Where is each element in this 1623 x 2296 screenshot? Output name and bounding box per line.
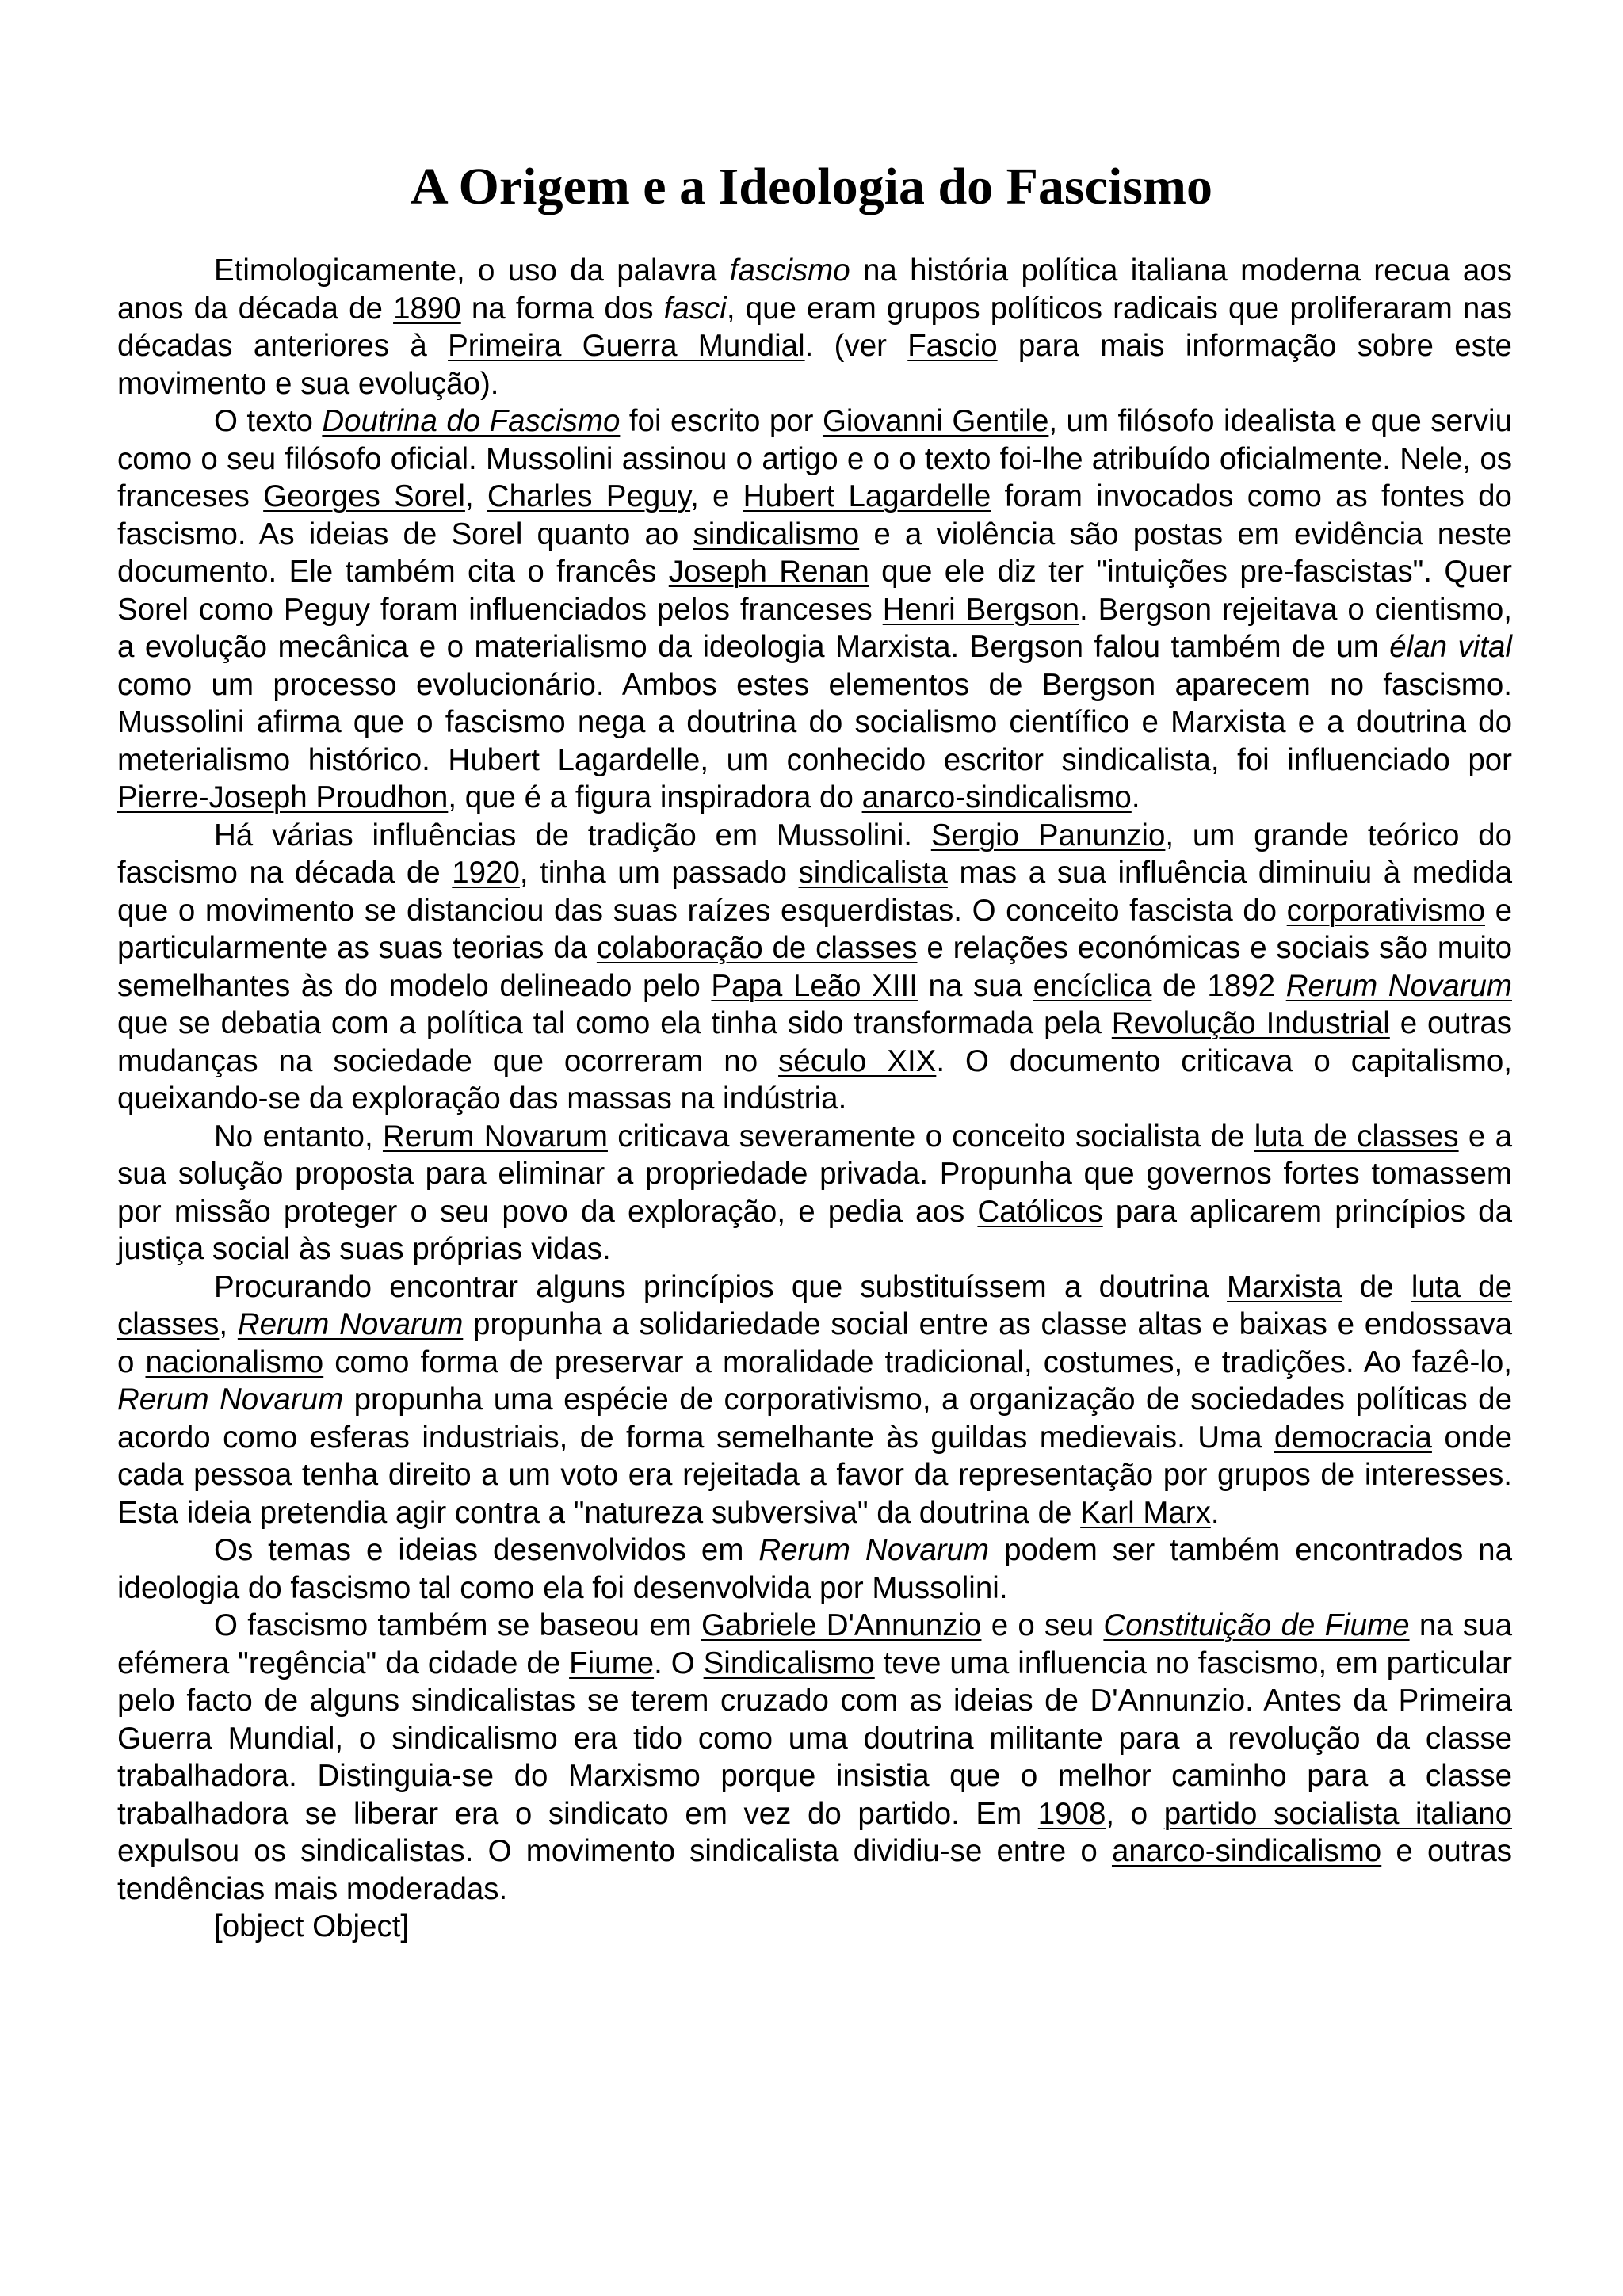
text: expulsou os sindicalistas. O movimento sindicalista dividiu-se entre o xyxy=(117,1834,1112,1868)
link-pierre-joseph-proudhon[interactable]: Pierre-Joseph Proudhon xyxy=(117,780,449,814)
text: e a violência são postas em evidência neste documento. Ele também cita o francês xyxy=(117,517,1512,589)
link-papa-leao-xiii[interactable]: Papa Leão XIII xyxy=(711,968,918,1003)
text: . (ver xyxy=(804,329,908,363)
link-colaboracao-de-classes[interactable]: colaboração de classes xyxy=(596,931,918,965)
text: de xyxy=(1342,1269,1411,1304)
paragraph-7 xyxy=(117,1607,1512,1908)
link-revolucao-industrial[interactable]: Revolução Industrial xyxy=(1111,1006,1390,1040)
text: e outras mudanças na sociedade que ocorreram no xyxy=(117,1006,1512,1078)
text: e a sua solução proposta para eliminar a propriedade privada. Propunha que governos fortes tomassem por missão proteger o seu povo da exploração, e pedia aos xyxy=(117,1119,1513,1229)
text: na forma dos xyxy=(460,291,664,326)
text: como um processo evolucionário. Ambos estes elementos de Bergson aparecem no fascismo. Mussolini afirma que o fascismo nega a doutrina do socialismo científico e Marxista e a doutrina do meterialismo histórico. Hubert Lagardelle, um conhecido escritor sindicalista, foi influenciado por xyxy=(117,667,1512,777)
link-partido-socialista-italiano[interactable]: partido socialista italiano xyxy=(1163,1796,1512,1831)
text: podem ser também encontrados na ideologia do fascismo tal como ela foi desenvolvida por Mussolini. xyxy=(117,1533,1512,1605)
link-gabriele-dannunzio[interactable]: Gabriele D'Annunzio xyxy=(701,1608,982,1642)
text: , um grande teórico do fascismo na década de xyxy=(117,818,1512,890)
link-sindicalismo[interactable]: Sindicalismo xyxy=(703,1646,875,1680)
text: , xyxy=(464,479,487,513)
text: que se debatia com a política tal como ela tinha sido transformada pela xyxy=(117,1006,1112,1040)
paragraph-2 xyxy=(117,402,1512,817)
link-fiume[interactable]: Fiume xyxy=(569,1646,655,1680)
link-charles-peguy[interactable]: Charles Peguy xyxy=(487,479,691,513)
link-rerum-novarum[interactable]: Rerum Novarum xyxy=(382,1119,608,1154)
link-luta-de-classes[interactable]: luta de classes xyxy=(1254,1119,1459,1154)
page-title: A Origem e a Ideologia do Fascismo xyxy=(411,158,1212,215)
paragraph-3 xyxy=(117,817,1512,1118)
italic-term: fascismo xyxy=(729,254,850,288)
text: na sua xyxy=(917,968,1033,1003)
text: Procurando encontrar alguns princípios que substituíssem a doutrina xyxy=(214,1269,1228,1304)
article-body xyxy=(117,252,1512,1946)
text: e particularmente as suas teorias da xyxy=(117,893,1512,965)
text: propunha a solidariedade social entre as classe altas e baixas e endossava o xyxy=(117,1307,1512,1379)
paragraph-1 xyxy=(117,252,1512,402)
text: teve uma influencia no fascismo, em particular pelo facto de alguns sindicalistas se terem cruzado com as ideias de D'Annunzio. Antes da Primeira Guerra Mundial, o sindicalismo era tido como uma doutrina militante para a revolução da classe trabalhadora. Distinguia-se do Marxismo porque insistia que o melhor caminho para a classe trabalhadora se liberar era o sindicato em vez do partido. Em xyxy=(117,1646,1512,1831)
link-karl-marx[interactable]: Karl Marx xyxy=(1080,1495,1211,1530)
text: Etimologicamente, o uso da palavra xyxy=(214,254,730,288)
italic-term: Rerum Novarum xyxy=(758,1533,990,1567)
text: na história política italiana moderna recua aos anos da década de xyxy=(117,254,1512,326)
link-sergio-panunzio[interactable]: Sergio Panunzio xyxy=(930,818,1166,852)
link-corporativismo[interactable]: corporativismo xyxy=(1286,893,1485,928)
text: e relações económicas e sociais são muito semelhantes às do modelo delineado pelo xyxy=(117,931,1512,1003)
link-seculo-xix[interactable]: século XIX xyxy=(778,1043,937,1078)
text: No entanto, xyxy=(214,1119,383,1154)
text: criticava severamente o conceito socialista de xyxy=(607,1119,1254,1154)
link-1908[interactable]: 1908 xyxy=(1037,1796,1106,1831)
link-luta-de-classes[interactable]: luta de classes xyxy=(117,1269,1512,1341)
text: . xyxy=(1131,780,1140,814)
text: foi escrito por xyxy=(620,404,823,438)
link-primeira-guerra-mundial[interactable]: Primeira Guerra Mundial xyxy=(448,329,805,363)
text: Os temas e ideias desenvolvidos em xyxy=(214,1533,759,1567)
text: Há várias influências de tradição em Mussolini. xyxy=(214,818,931,852)
text: que ele diz ter "intuições pre-fascistas". Quer Sorel como Peguy foram influenciados pelos franceses xyxy=(117,555,1512,627)
text: O fascismo também se baseou em xyxy=(214,1608,701,1642)
link-joseph-renan[interactable]: Joseph Renan xyxy=(668,555,869,589)
text: de 1892 xyxy=(1151,968,1286,1003)
paragraph-8 xyxy=(117,1908,1512,1946)
link-doutrina-do-fascismo[interactable]: Doutrina do Fascismo xyxy=(322,404,621,438)
italic-term: fasci xyxy=(663,291,727,326)
text: , e xyxy=(690,479,743,513)
italic-term: élan vital xyxy=(1389,630,1513,664)
text: , tinha um passado xyxy=(519,856,799,890)
link-rerum-novarum[interactable]: Rerum Novarum xyxy=(237,1307,464,1341)
text: onde cada pessoa tenha direito a um voto era rejeitada a favor da representação por grupos de interesses. Esta ideia pretendia agir contra a "natureza subversiva" da doutrina de xyxy=(117,1420,1512,1530)
link-democracia[interactable]: democracia xyxy=(1274,1420,1432,1455)
link-enciclica[interactable]: encíclica xyxy=(1033,968,1152,1003)
link-1920[interactable]: 1920 xyxy=(452,856,520,890)
link-anarco-sindicalismo[interactable]: anarco-sindicalismo xyxy=(1111,1834,1382,1868)
link-sindicalismo[interactable]: sindicalismo xyxy=(693,517,860,551)
italic-term: Rerum Novarum xyxy=(117,1383,344,1417)
paragraph-6 xyxy=(117,1531,1512,1607)
text: mas a sua influência diminuiu à medida que o movimento se distanciou das suas raízes esquerdistas. O conceito fascista do xyxy=(117,856,1512,928)
text: , que é a figura inspiradora do xyxy=(448,780,862,814)
link-georges-sorel[interactable]: Georges Sorel xyxy=(263,479,465,513)
text: , que eram grupos políticos radicais que proliferaram nas décadas anteriores à xyxy=(117,291,1512,363)
link-rerum-novarum[interactable]: Rerum Novarum xyxy=(1285,968,1512,1003)
text: . O xyxy=(654,1646,704,1680)
link-marxista[interactable]: Marxista xyxy=(1227,1269,1342,1304)
text: [object Object] xyxy=(214,1909,410,1943)
text: foram invocados como as fontes do fascismo. As ideias de Sorel quanto ao xyxy=(117,479,1512,551)
link-henri-bergson[interactable]: Henri Bergson xyxy=(882,592,1079,627)
text: , um filósofo idealista e que serviu como o seu filósofo oficial. Mussolini assinou o artigo e o o texto foi-lhe atribuído oficialmente. Nele, os franceses xyxy=(117,404,1512,513)
text: como forma de preservar a moralidade tradicional, costumes, e tradições. Ao fazê-lo, xyxy=(323,1344,1512,1379)
link-hubert-lagardelle[interactable]: Hubert Lagardelle xyxy=(743,479,991,513)
link-1890[interactable]: 1890 xyxy=(393,291,461,326)
text: e outras tendências mais moderadas. xyxy=(117,1834,1512,1906)
link-fascio[interactable]: Fascio xyxy=(907,329,998,363)
link-constituicao-de-fiume[interactable]: Constituição de Fiume xyxy=(1103,1608,1410,1642)
text: propunha uma espécie de corporativismo, a organização de sociedades políticas de acordo como esferas industriais, de forma semelhante às guildas medievais. Uma xyxy=(117,1383,1512,1455)
paragraph-5 xyxy=(117,1268,1512,1532)
text: , xyxy=(219,1307,238,1341)
link-anarco-sindicalismo[interactable]: anarco-sindicalismo xyxy=(861,780,1132,814)
link-giovanni-gentile[interactable]: Giovanni Gentile xyxy=(822,404,1049,438)
link-nacionalismo[interactable]: nacionalismo xyxy=(145,1344,324,1379)
text: . Bergson rejeitava o cientismo, a evolução mecânica e o materialismo da ideologia Marxista. Bergson falou também de um xyxy=(117,592,1512,664)
link-catolicos[interactable]: Católicos xyxy=(977,1194,1103,1229)
text: . O documento criticava o capitalismo, queixando-se da exploração das massas na indústria. xyxy=(117,1043,1512,1116)
text: , o xyxy=(1106,1796,1164,1831)
text: para mais informação sobre este movimento e sua evolução). xyxy=(117,329,1512,401)
paragraph-4 xyxy=(117,1118,1512,1268)
text: e o seu xyxy=(981,1608,1104,1642)
link-sindicalista[interactable]: sindicalista xyxy=(798,856,948,890)
text: . xyxy=(1210,1495,1220,1530)
text: para aplicarem princípios da justiça social às suas próprias vidas. xyxy=(117,1194,1512,1266)
text: na sua efémera "regência" da cidade de xyxy=(117,1608,1513,1680)
text: O texto xyxy=(214,404,323,438)
